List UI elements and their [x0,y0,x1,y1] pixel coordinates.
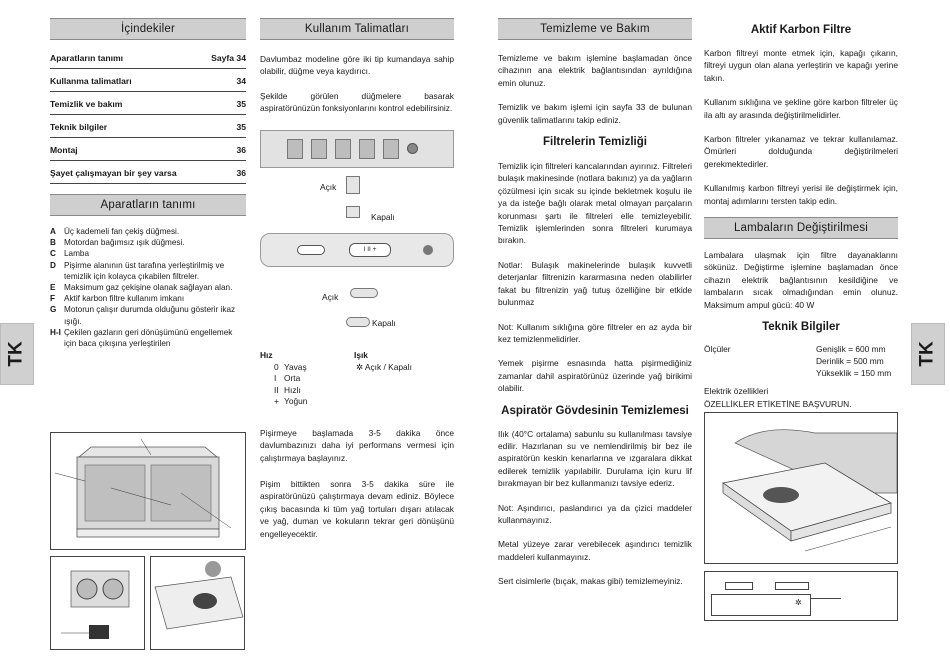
hood-install-diagram [704,412,898,564]
description-list [50,226,246,349]
button-off-icon [346,206,360,218]
toc-row: Temizlik ve bakım 35 [50,92,246,115]
cleaning-text-1: Temizleme ve bakım işlemine başlamadan önce cihazının ana elektrik bağlantısından ayrıldığına emin olunuz. [498,53,692,88]
electric-note: ÖZELLİKLER ETİKETİNE BAŞVURUN. [704,398,852,409]
closed-label: Kapalı [372,318,396,328]
toc-row: Aparatların tanımı Sayfa 34 [50,46,246,69]
list-item: F Aktif karbon filtre kullanım imkanı [50,294,185,304]
speed-item: II Hızlı [274,384,301,395]
filter-cleaning-heading: Filtrelerin Temizliği [543,136,647,149]
carbon-text-4: Kullanılmış karbon filtreyi yerisi ile değiştirmek için, montaj adımlarını tersten takip edin. [704,183,898,206]
speed-slider: I II + [349,243,391,257]
speed-item: + Yoğun [274,396,308,407]
electric-label: Elektrik özellikleri [704,386,769,397]
sun-icon: ✲ [356,361,365,372]
speed-legend [260,350,350,408]
fan-button [359,139,375,159]
speed-item: 0 Yavaş [274,361,307,372]
fan-button [335,139,351,159]
cleaning-text-4: Notlar: Bulaşık makinelerinde bulaşık kuvvetli deterjanlar filtrenizin kararmasına neden olabilirler fakat bu filtrenizin yağ tutuş özelliğine bir etkide bulunmaz [498,259,692,308]
hood-diagram [50,432,246,550]
light-legend [354,350,454,373]
column-usage [260,18,454,115]
list-item: G Motorun çalışır durumda olduğunu gösterir ikaz ışığı. [50,305,236,326]
filter-diagram [50,556,145,650]
carbon-heading: Aktif Karbon Filtre [750,24,852,36]
list-item: C Lamba [50,249,90,259]
button-panel [260,130,454,168]
indicator-light [423,245,433,255]
carbon-text-3: Karbon filtreler yıkanamaz ve tekrar kullanılamaz. Ömürleri dolduğunda değiştirilmeleri gerekmektedirler. [704,134,898,169]
light-switch [297,245,325,255]
toc-row: Teknik bilgiler 35 [50,115,246,138]
closed-label: Kapalı [371,212,395,222]
toc-row: Montaj 36 [50,138,246,161]
carbon-text-2: Kullanım sıklığına ve şekline göre karbon filtreler üç ila altı ay arasında değiştirilmelidirler. [704,97,898,120]
list-item: H-I Çekilen gazların geri dönüşümünü engellemek için baca çıkışına yerleştirilen [50,327,233,349]
cleaning-text-10: Sert cisimlerle (bıçak, makas gibi) temizlemeyiniz. [498,576,683,587]
dimension-value: Yükseklik = 150 mm [816,368,892,379]
carbon-text-1: Karbon filtreyi monte etmek için, kapağı çıkarın, filtreyi uygun olan alana yerleştirin ve kapağı yerine takın. [704,48,898,83]
cleaning-text-8: Not: Aşındırıcı, paslandırıcı ya da çizici maddeler kullanmayınız. [498,502,692,525]
button-on-icon [346,176,360,194]
dimension-value: Genişlik = 600 mm [816,344,886,355]
slider-panel [260,233,454,267]
usage-text-3: Pişirmeye başlamada 3-5 dakika önce davlumbazınızı daha iyi performans vermesi için çalıştırmaya başlayınız. [260,428,454,463]
column-cleaning [498,18,692,588]
fan-button [311,139,327,159]
open-label: Açık [320,182,337,192]
dimensions [704,343,898,379]
column-contents [50,18,246,349]
list-item: A Üç kademeli fan çekiş düğmesi. [50,227,180,236]
light-value: Açık / Kapalı [364,361,412,372]
label-diagram [704,571,898,621]
language-tab-left: TK [0,323,34,385]
toc-heading: İçindekiler [50,18,246,40]
speed-title: Hız [260,350,273,360]
toc-row: Kullanma talimatları 34 [50,69,246,92]
speed-item: I Orta [274,373,301,384]
cleaning-text-5: Not: Kullanım sıklığına göre filtreler en az ayda bir kez temizlenmelidirler. [498,321,692,344]
lamp-heading: Lambaların Değiştirilmesi [704,217,898,239]
language-tab-right: TK [911,323,945,385]
fan-button [287,139,303,159]
usage-text-2: Şekilde görülen düğmelere basarak aspiratörünüzün fonksiyonlarını kontrol edebilirsiniz. [260,90,454,114]
cleaning-text-7: Ilık (40°C ortalama) sabunlu su kullanılması tavsiye edilir. Hazırlanan su ve nemlendirilmiş bir bez ile aspiratörün keskin kenarlarına ve ızgaralara dikkat edilerek temizlik yapılabilir. Durulama için kuru lif bırakmayan bir bez kullanmanızı tavsiye ederiz. [498,428,692,489]
list-item: E Maksimum gaz çekişine olanak sağlayan alan. [50,283,233,293]
usage-text-1: Davlumbaz modeline göre iki tip kumandaya sahip olabilir, düğme veya kaydırıcı. [260,54,454,77]
list-item: B Motordan bağımsız ışık düğmesi. [50,238,185,248]
cleaning-text-9: Metal yüzeye zarar verebilecek aşındırıcı temizlik maddeleri kullanmayınız. [498,539,692,562]
description-heading: Aparatların tanımı [50,194,246,216]
column-carbon [704,18,898,410]
cleaning-heading: Temizleme ve Bakım [498,18,692,40]
switch-on-icon [350,288,378,298]
cleaning-text-2: Temizlik ve bakım işlemi için sayfa 33 de bulunan güvenlik talimatlarını takip ediniz. [498,102,692,125]
open-label: Açık [322,292,339,302]
cleaning-text-6: Yemek pişirme esnasında hatta pişirmediğiniz zamanlar dahil aspiratörünüz üzerinde yağ birikimi olabilir. [498,358,692,394]
dimensions-label: Ölçüler [704,344,731,355]
tech-heading: Teknik Bilgiler [762,321,840,334]
hood-bottom-diagram [150,556,245,650]
toc-row: Şayet çalışmayan bir şey varsa 36 [50,161,246,184]
cleaning-text-3: Temizlik için filtreleri kancalarından ayırınız. Filtreleri bulaşık makinesinde (notlara bakınız) ya da yağların çözülmesi için sıcak su içinde bekletmek koşulu ile ya da isteğe bağlı olarak metal olmayan parçaların korunması şartı ile filtreleri elle temizleyebilir. Temizlik işlemlerinden sonra filtreleri kurumaya bırakın. [498,161,692,246]
toc-list [50,46,246,184]
usage-heading: Kullanım Talimatları [260,18,454,40]
indicator-light [407,143,418,154]
light-button [383,139,399,159]
lamp-text: Lambalara ulaşmak için filtre dayanaklarını sökünüz. Değiştirme işlemine başlamadan önce cihazın elektrik bağlantısının kesildiğine ve lambaların sıcak olmadığından emin olunuz. Maksimum ampul gücü: 40 W [704,250,898,310]
usage-text-4: Pişim bittikten sonra 3-5 dakika süre ile aspiratörünüzü çalıştırmaya devam ediniz. Böylece çıkış bacasında ki tüm yağ tortuları dışarı atılacak ve yağ, duman ve kokuların tekrar geri dönüşünü engelleyecektir. [260,479,454,539]
sun-icon: ✲ [795,598,802,607]
light-title: Işık [354,350,368,360]
body-cleaning-heading: Aspiratör Gövdesinin Temizlemesi [501,404,689,417]
dimension-value: Derinlik = 500 mm [816,356,884,367]
switch-off-icon [346,317,370,327]
list-item: D Pişirme alanının üst tarafına yerleştirilmiş ve temizlik için kolayca çıkabilen filtreler. [50,260,225,281]
